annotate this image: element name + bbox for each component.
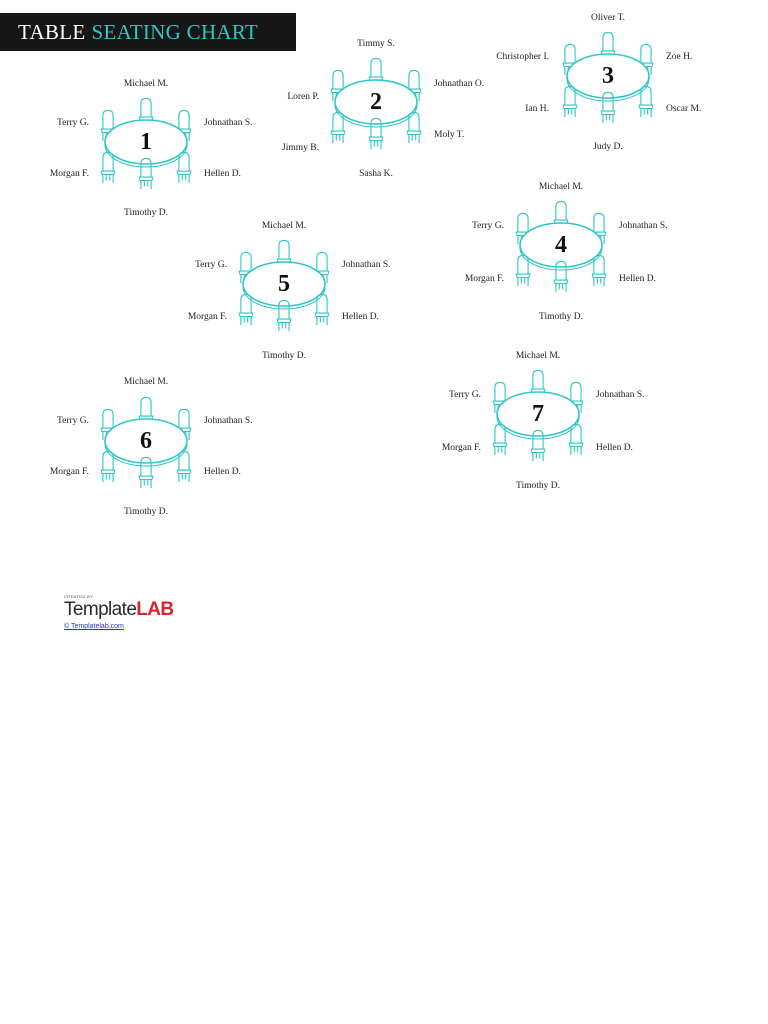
guest-upper-right: Johnathan S. [596,390,645,400]
created-by-label: CREATED BY [64,594,94,599]
chair-icon [592,255,606,286]
chair-icon [101,152,115,183]
guest-top: Michael M. [123,79,169,89]
guest-upper-right: Johnathan S. [204,118,253,128]
guest-top: Oliver T. [591,13,625,23]
guest-lower-left: Jimmy B. [282,143,319,153]
guest-top: Michael M. [515,351,561,361]
guest-upper-left: Terry G. [56,118,89,128]
chair-icon [177,152,191,183]
chair-icon [239,294,253,325]
table-number: 7 [532,401,544,427]
guest-bottom: Timothy D. [124,507,168,517]
guest-upper-left: Loren P. [287,92,319,102]
guest-lower-right: Hellen D. [342,312,379,322]
chair-icon [493,424,507,455]
guest-upper-right: Johnathan S. [619,221,668,231]
guest-upper-right: Zoe H. [666,52,693,62]
guest-lower-left: Morgan F. [441,443,481,453]
guest-lower-right: Hellen D. [204,467,241,477]
guest-upper-right: Johnathan S. [342,260,391,270]
chair-icon [101,451,115,482]
guest-lower-left: Morgan F. [464,274,504,284]
chair-icon [177,451,191,482]
guest-lower-right: Moly T. [434,130,465,140]
chair-icon [516,255,530,286]
table-number: 2 [370,89,382,115]
templatelab-link[interactable]: © Templatelab.com [64,623,124,630]
guest-upper-right: Johnathan S. [204,416,253,426]
guest-lower-right: Hellen D. [596,443,633,453]
guest-bottom: Timothy D. [539,312,583,322]
guest-bottom: Timothy D. [262,351,306,361]
chair-icon [563,86,577,117]
guest-upper-left: Terry G. [56,416,89,426]
brand-name [64,599,174,620]
templatelab-logo [64,594,174,630]
title-word-table: TABLE [18,19,86,44]
table-number: 5 [278,271,290,297]
chair-icon [331,112,345,143]
table-number: 6 [140,428,152,454]
guest-lower-right: Oscar M. [666,104,702,114]
guest-top: Timmy S. [357,39,395,49]
brand-template: Template [64,599,137,620]
guest-bottom: Judy D. [593,142,623,152]
guest-upper-left: Terry G. [194,260,227,270]
guest-lower-left: Morgan F. [49,467,89,477]
guest-bottom: Timothy D. [516,481,560,491]
guest-upper-left: Terry G. [448,390,481,400]
guest-top: Michael M. [538,182,584,192]
chair-icon [407,112,421,143]
title-banner [0,13,296,51]
guest-bottom: Timothy D. [124,208,168,218]
chair-icon [639,86,653,117]
guest-lower-right: Hellen D. [204,169,241,179]
table-number: 4 [555,232,567,258]
guest-lower-left: Morgan F. [187,312,227,322]
guest-bottom: Sasha K. [359,169,393,179]
guest-lower-left: Ian H. [525,104,549,114]
guest-upper-right: Johnathan O. [434,79,485,89]
title-word-seating-chart: SEATING CHART [91,19,259,44]
guest-lower-left: Morgan F. [49,169,89,179]
guest-lower-right: Hellen D. [619,274,656,284]
guest-top: Michael M. [123,377,169,387]
chair-icon [569,424,583,455]
guest-upper-left: Terry G. [471,221,504,231]
table-number: 3 [602,63,614,89]
guest-top: Michael M. [261,221,307,231]
guest-upper-left: Christopher I. [496,52,549,62]
chair-icon [315,294,329,325]
brand-lab: LAB [136,599,174,620]
table-number: 1 [140,129,152,155]
